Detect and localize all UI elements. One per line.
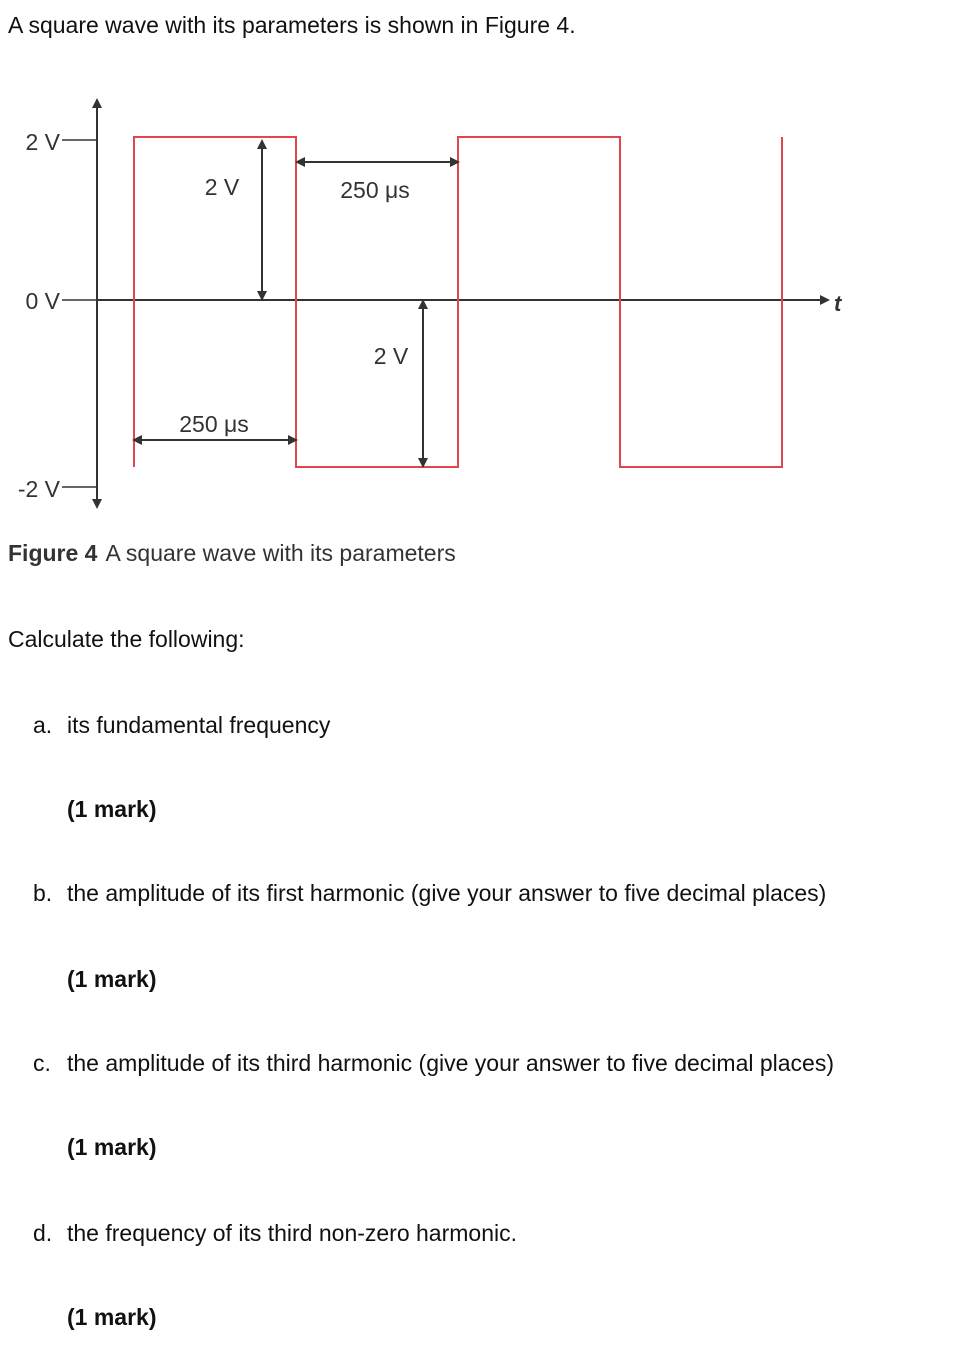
figure-caption-label: Figure 4 bbox=[8, 540, 98, 566]
question-c-mark: (1 mark) bbox=[67, 1134, 157, 1160]
question-letter: c. bbox=[33, 1050, 51, 1076]
question-a-mark: (1 mark) bbox=[67, 796, 157, 822]
question-b-mark: (1 mark) bbox=[67, 966, 157, 992]
question-text: the frequency of its third non-zero harmonic. bbox=[67, 1220, 518, 1246]
intro-text: A square wave with its parameters is shown in Figure 4. bbox=[8, 12, 576, 38]
period-label-top: 250 μs bbox=[340, 177, 410, 203]
instruction-text: Calculate the following: bbox=[8, 626, 245, 652]
question-b bbox=[33, 880, 826, 907]
question-letter: d. bbox=[33, 1220, 53, 1246]
period-label-bottom: 250 μs bbox=[179, 411, 249, 437]
figure-caption bbox=[8, 540, 456, 567]
question-text: the amplitude of its third harmonic (give your answer to five decimal places) bbox=[67, 1050, 835, 1076]
question-d-mark: (1 mark) bbox=[67, 1304, 157, 1330]
y-label-0v: 0 V bbox=[25, 288, 60, 314]
square-wave-figure bbox=[0, 90, 860, 520]
y-label-minus2v: -2 V bbox=[17, 476, 60, 502]
figure-caption-text: A square wave with its parameters bbox=[105, 540, 456, 566]
question-a bbox=[33, 712, 330, 739]
amplitude-label-top: 2 V bbox=[204, 174, 240, 200]
square-wave-chart bbox=[0, 90, 860, 520]
t-axis-label: t bbox=[834, 291, 842, 316]
question-text: its fundamental frequency bbox=[67, 712, 331, 738]
question-letter: b. bbox=[33, 880, 53, 906]
question-c bbox=[33, 1050, 834, 1077]
question-text: the amplitude of its first harmonic (give your answer to five decimal places) bbox=[67, 880, 827, 906]
question-d bbox=[33, 1220, 517, 1247]
y-label-2v: 2 V bbox=[25, 129, 60, 155]
question-letter: a. bbox=[33, 712, 53, 738]
amplitude-label-bottom: 2 V bbox=[373, 343, 409, 369]
